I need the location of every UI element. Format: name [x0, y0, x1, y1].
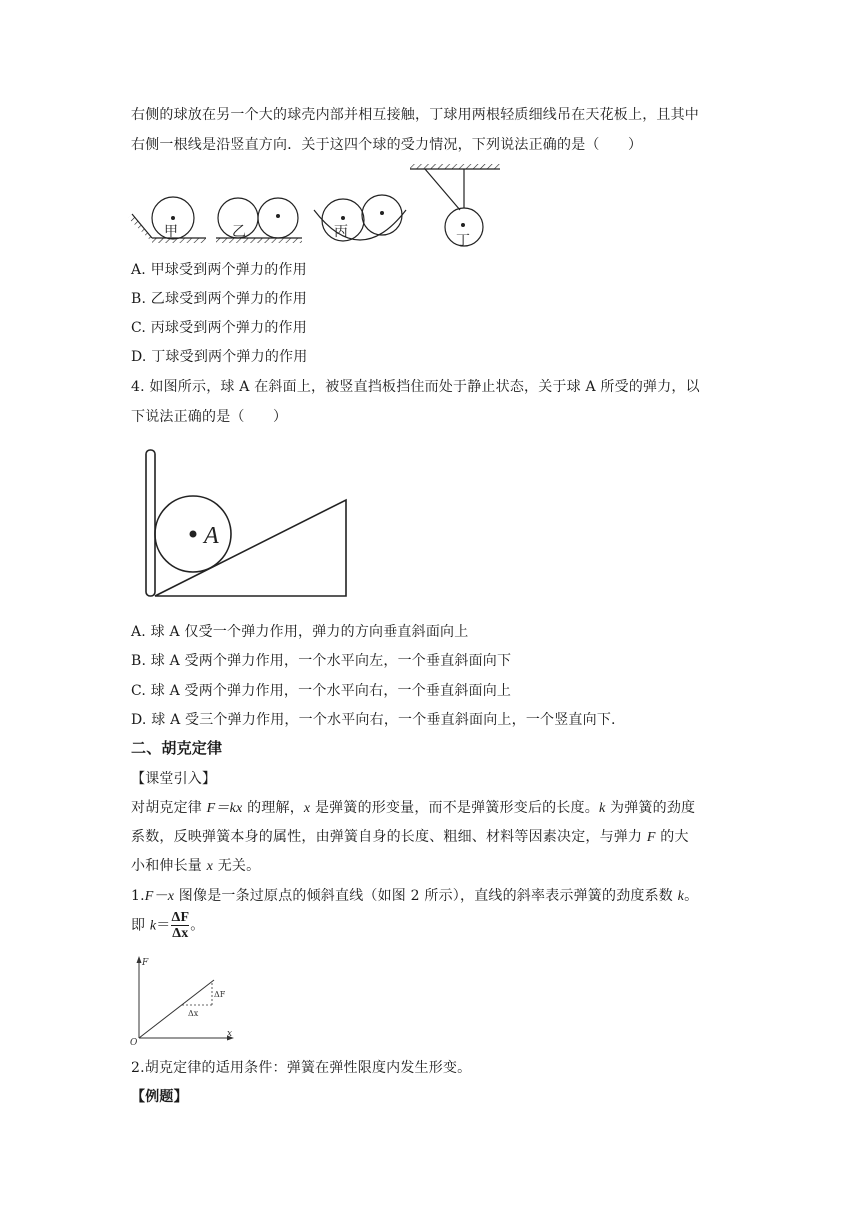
fraction-denominator: Δx — [172, 926, 189, 941]
ball-a-label: A — [204, 523, 219, 549]
fx-line — [139, 980, 214, 1038]
ball-jia-label: 甲 — [164, 224, 178, 240]
ball-bing-label: 丙 — [334, 224, 348, 240]
q4-option-d: D. 球 A 受三个弹力作用，一个水平向右，一个垂直斜面向上，一个竖直向下. — [131, 712, 616, 728]
ball-jia-group — [128, 197, 206, 243]
fx-graph-figure — [126, 954, 238, 1046]
q3-intro-line2: 右侧一根线是沿竖直方向．关于这四个球的受力情况，下列说法正确的是（ ） — [131, 137, 643, 153]
x-axis-label: x — [227, 1029, 233, 1039]
q3-four-balls-figure — [128, 160, 518, 252]
q4-ball-on-incline-figure — [140, 446, 352, 602]
ball-ding-group — [410, 164, 500, 249]
item2-line: 2.胡克定律的适用条件：弹簧在弹性限度内发生形变。 — [131, 1060, 472, 1076]
q3-intro-line1: 右侧的球放在另一个大的球壳内部并相互接触，丁球用两根轻质细线吊在天花板上，且其中 — [131, 107, 699, 123]
q3-option-b: B. 乙球受到两个弹力的作用 — [131, 291, 307, 307]
q3-option-c: C. 丙球受到两个弹力的作用 — [131, 320, 307, 336]
q3-option-a: A. 甲球受到两个弹力的作用 — [131, 262, 307, 278]
ball-ding-label: 丁 — [456, 233, 470, 249]
slope-fraction — [171, 910, 189, 941]
vertical-board — [146, 450, 155, 596]
example-tag: 【例题】 — [131, 1089, 188, 1105]
delta-x-label: Δx — [188, 1009, 199, 1018]
incline — [155, 500, 346, 596]
class-intro-tag: 【课堂引入】 — [131, 771, 217, 787]
q4-stem-line1: 4. 如图所示，球 A 在斜面上，被竖直挡板挡住而处于静止状态，关于球 A 所受的弹力，以 — [131, 379, 700, 395]
q4-option-c: C. 球 A 受两个弹力作用，一个水平向右，一个垂直斜面向上 — [131, 683, 512, 699]
q4-option-b: B. 球 A 受两个弹力作用，一个水平向左，一个垂直斜面向下 — [131, 653, 512, 669]
origin-label: O — [130, 1038, 138, 1046]
ball-yi-group — [216, 198, 302, 243]
section-heading-hooke: 二、胡克定律 — [131, 739, 223, 757]
q3-option-d: D. 丁球受到两个弹力的作用 — [131, 349, 308, 365]
q4-stem-line2: 下说法正确的是（ ） — [131, 409, 288, 425]
item1-line1: 1.F－x 图像是一条过原点的倾斜直线（如图 2 所示），直线的斜率表示弹簧的劲度系数 k。 — [131, 888, 699, 904]
fraction-numerator: ΔF — [171, 910, 190, 925]
y-axis-label: F — [142, 958, 149, 968]
hooke-para-line3: 小和伸长量 x 无关。 — [131, 858, 261, 874]
ball-bing-group — [314, 195, 406, 241]
q4-option-a: A. 球 A 仅受一个弹力作用，弹力的方向垂直斜面向上 — [131, 624, 469, 640]
item1-formula-line: 即 k＝ $\frac{\Delta F}{\Delta x}$ 。 — [131, 910, 205, 941]
hooke-para-line1: 对胡克定律 F＝kx 的理解，x 是弹簧的形变量，而不是弹簧形变后的长度。k 为弹簧的劲度 — [131, 800, 696, 816]
delta-f-label: ΔF — [214, 990, 226, 999]
hooke-para-line2: 系数，反映弹簧本身的属性，由弹簧自身的长度、粗细、材料等因素决定，与弹力 F 的大 — [131, 829, 689, 845]
ball-yi-label: 乙 — [232, 224, 246, 240]
